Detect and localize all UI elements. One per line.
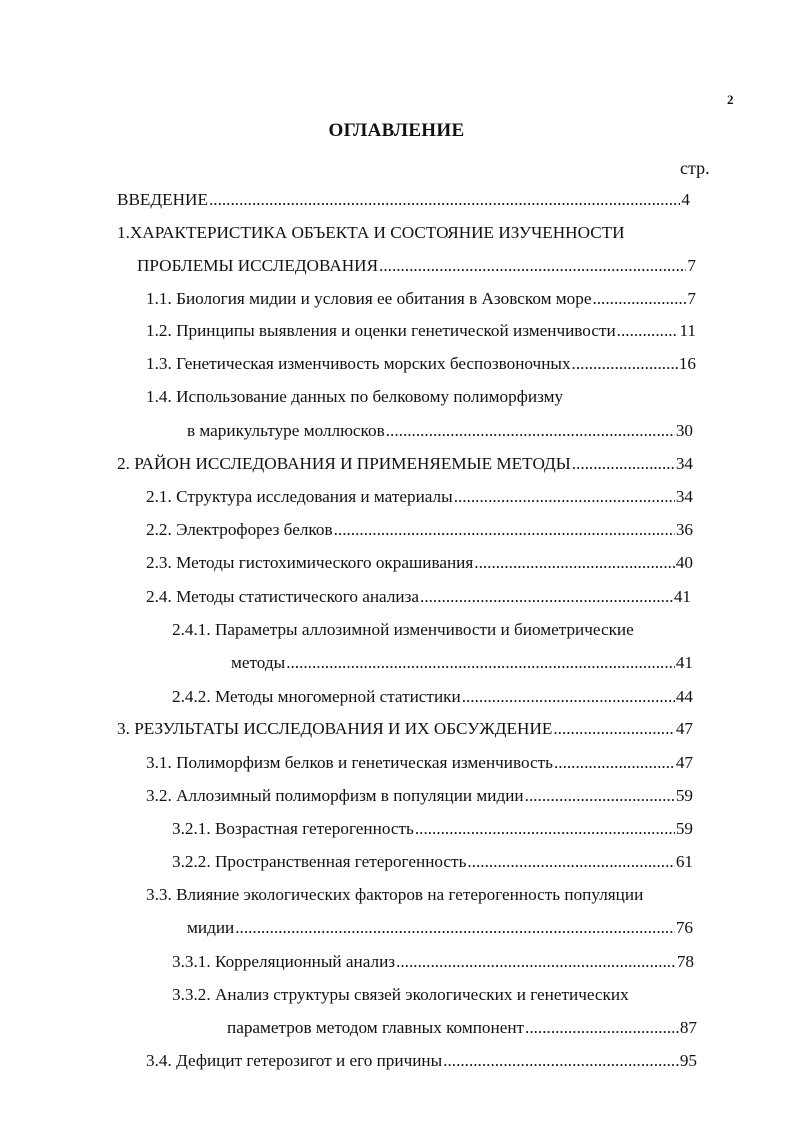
- toc-entry-text: 3.1. Полиморфизм белков и генетическая изменчивость: [146, 753, 553, 772]
- toc-entry-page: 34: [675, 487, 693, 506]
- toc-entry-text: 1.2. Принципы выявления и оценки генетической изменчивости: [146, 321, 616, 340]
- toc-entry-2-4-2[interactable]: [172, 685, 693, 709]
- toc-entry-text: 3.2.2. Пространственная гетерогенность: [172, 852, 467, 871]
- toc-entry-page: 41: [675, 653, 693, 672]
- page-number: 2: [727, 92, 734, 107]
- toc-entry-text: 3.2.1. Возрастная гетерогенность: [172, 819, 414, 838]
- toc-leader-dots: [379, 254, 686, 278]
- toc-entry-1-2[interactable]: [146, 319, 696, 343]
- toc-entry-text: 3.3.1. Корреляционный анализ: [172, 952, 396, 971]
- toc-leader-dots: [396, 950, 676, 974]
- toc-entry-chapter-1[interactable]: [137, 254, 696, 278]
- toc-leader-dots: [420, 585, 673, 609]
- toc-entry-text: в марикультуре моллюсков: [187, 421, 385, 440]
- toc-leader-dots: [572, 452, 675, 476]
- toc-leader-dots: [474, 551, 675, 575]
- toc-leader-dots: [443, 1049, 679, 1073]
- toc-entry-page: 40: [675, 553, 693, 572]
- toc-leader-dots: [617, 319, 679, 343]
- toc-entry-page: 47: [675, 753, 693, 772]
- toc-entry-text: 1.3. Генетическая изменчивость морских беспозвоночных: [146, 354, 571, 373]
- toc-entry-2-1[interactable]: [146, 485, 693, 509]
- toc-entry-2-4[interactable]: [146, 585, 691, 609]
- toc-entry-page: 76: [675, 918, 693, 937]
- toc-entry-page: 78: [676, 952, 694, 971]
- toc-entry-1-3[interactable]: [146, 352, 696, 376]
- toc-leader-dots: [286, 651, 675, 675]
- toc-entry-page: 36: [675, 520, 693, 539]
- toc-entry-3-3-1[interactable]: [172, 950, 694, 974]
- toc-leader-dots: [554, 751, 675, 775]
- toc-entry-text: 3.2. Аллозимный полиморфизм в популяции мидии: [146, 786, 524, 805]
- toc-entry-page: 11: [679, 321, 696, 340]
- toc-entry-2-3[interactable]: [146, 551, 693, 575]
- toc-entry-1-4[interactable]: [187, 419, 693, 443]
- toc-entry-introduction[interactable]: [117, 188, 690, 212]
- toc-leader-dots: [467, 850, 674, 874]
- toc-entry-3-1[interactable]: [146, 751, 693, 775]
- toc-entry-3-3[interactable]: [187, 916, 693, 940]
- toc-entry-page: 44: [675, 687, 693, 706]
- toc-leader-dots: [525, 784, 675, 808]
- toc-leader-dots: [415, 817, 675, 841]
- toc-leader-dots: [592, 287, 686, 311]
- toc-entry-1-4-line1[interactable]: 1.4. Использование данных по белковому полиморфизму: [146, 387, 564, 406]
- toc-leader-dots: [454, 485, 675, 509]
- toc-entry-text: ВВЕДЕНИЕ: [117, 190, 208, 209]
- toc-entry-3-3-2-line1[interactable]: 3.3.2. Анализ структуры связей экологических и генетических: [172, 985, 629, 1004]
- toc-entry-3-3-line1[interactable]: 3.3. Влияние экологических факторов на гетерогенность популяции: [146, 885, 644, 904]
- toc-leader-dots: [553, 717, 674, 741]
- toc-entry-page: 95: [679, 1051, 697, 1070]
- toc-leader-dots: [386, 419, 675, 443]
- toc-entry-chapter-1-line1[interactable]: 1.ХАРАКТЕРИСТИКА ОБЪЕКТА И СОСТОЯНИЕ ИЗУЧЕННОСТИ: [117, 223, 625, 242]
- page-title: ОГЛАВЛЕНИЕ: [328, 120, 465, 141]
- toc-entry-page: 61: [675, 852, 693, 871]
- toc-entry-page: 30: [675, 421, 693, 440]
- toc-entry-text: 2. РАЙОН ИССЛЕДОВАНИЯ И ПРИМЕНЯЕМЫЕ МЕТОДЫ: [117, 454, 571, 473]
- toc-entry-text: параметров методом главных компонент: [227, 1018, 525, 1037]
- toc-entry-text: 3. РЕЗУЛЬТАТЫ ИССЛЕДОВАНИЯ И ИХ ОБСУЖДЕНИЕ: [117, 719, 553, 738]
- toc-entry-chapter-2[interactable]: [117, 452, 693, 476]
- toc-leader-dots: [235, 916, 675, 940]
- toc-entry-chapter-3[interactable]: [117, 717, 693, 741]
- page-column-label: стр.: [680, 158, 710, 178]
- toc-entry-text: 2.1. Структура исследования и материалы: [146, 487, 453, 506]
- toc-entry-text: мидии: [187, 918, 235, 937]
- toc-entry-page: 59: [675, 819, 693, 838]
- toc-leader-dots: [462, 685, 675, 709]
- toc-entry-1-1[interactable]: [146, 287, 696, 311]
- toc-entry-text: 2.3. Методы гистохимического окрашивания: [146, 553, 474, 572]
- toc-entry-3-3-2[interactable]: [227, 1016, 697, 1040]
- toc-entry-2-4-1[interactable]: [231, 651, 693, 675]
- toc-entry-page: 7: [687, 256, 696, 275]
- toc-entry-3-2-1[interactable]: [172, 817, 693, 841]
- toc-entry-page: 16: [678, 354, 696, 373]
- toc-leader-dots: [572, 352, 678, 376]
- toc-entry-page: 47: [675, 719, 693, 738]
- toc-entry-3-4[interactable]: [146, 1049, 697, 1073]
- toc-entry-page: 4: [681, 190, 690, 209]
- toc-leader-dots: [334, 518, 675, 542]
- toc-entry-text: ПРОБЛЕМЫ ИССЛЕДОВАНИЯ: [137, 256, 379, 275]
- toc-entry-2-4-1-line1[interactable]: 2.4.1. Параметры аллозимной изменчивости и биометрические: [172, 620, 634, 639]
- toc-entry-3-2[interactable]: [146, 784, 693, 808]
- toc-entry-page: 87: [679, 1018, 697, 1037]
- toc-entry-text: 2.4. Методы статистического анализа: [146, 587, 420, 606]
- toc-entry-text: 3.4. Дефицит гетерозигот и его причины: [146, 1051, 443, 1070]
- toc-entry-2-2[interactable]: [146, 518, 693, 542]
- toc-leader-dots: [525, 1016, 679, 1040]
- toc-entry-text: 2.4.2. Методы многомерной статистики: [172, 687, 461, 706]
- toc-entry-text: методы: [231, 653, 286, 672]
- toc-leader-dots: [209, 188, 680, 212]
- toc-entry-page: 7: [687, 289, 696, 308]
- toc-entry-3-2-2[interactable]: [172, 850, 693, 874]
- toc-entry-page: 34: [675, 454, 693, 473]
- toc-entry-text: 2.2. Электрофорез белков: [146, 520, 333, 539]
- toc-entry-page: 41: [673, 587, 691, 606]
- toc-entry-page: 59: [675, 786, 693, 805]
- toc-entry-text: 1.1. Биология мидии и условия ее обитания в Азовском море: [146, 289, 592, 308]
